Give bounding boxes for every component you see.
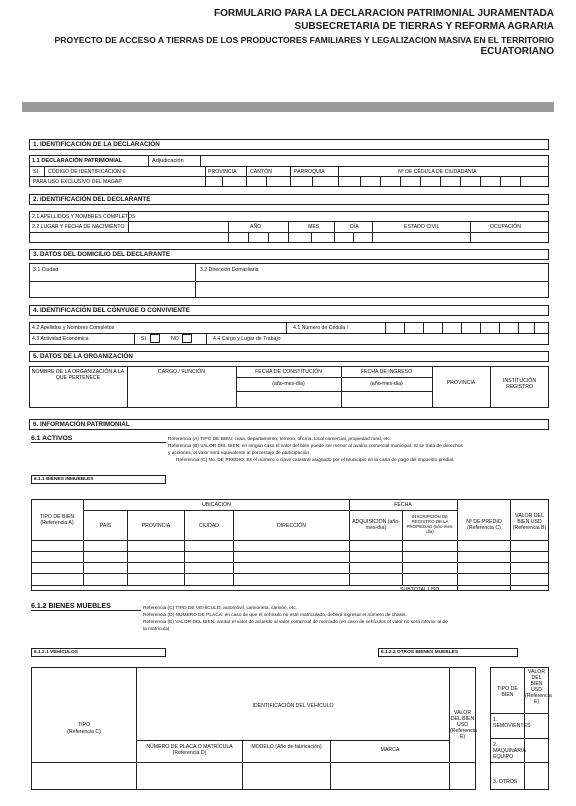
divider [490, 738, 549, 739]
dia-label: DÍA [350, 224, 359, 230]
divider [490, 762, 549, 763]
org-nombre-label: NOMBRE DE LA ORGANIZACIÓN A LA QUE PERTENECE [31, 369, 125, 381]
provincia-header: PROVINCIA [141, 523, 171, 529]
divider [334, 221, 335, 243]
section-3-title: 3. DATOS DEL DOMICILIO DEL DECLARANTE [29, 249, 549, 260]
divider [461, 322, 462, 333]
divider [286, 322, 287, 333]
divider [312, 176, 313, 187]
form-title: FORMULARIO PARA LA DECLARACION PATRIMONIAL JURAMENTADA [214, 8, 554, 19]
divider [44, 166, 45, 176]
placa-header: NÚMERO DE PLACA O MATRÍCULA (Referencia D) [146, 744, 233, 756]
si-option: SI [141, 336, 146, 342]
tipo-header: TIPO [77, 722, 91, 728]
actividad-label: 4.3 Actividad Económica [32, 336, 89, 342]
tipo-bien-header-2: TIPO DE BIEN [497, 686, 518, 698]
conyuge-apellidos-label: 4.2 Apellidos y Nombres Completos [32, 325, 115, 331]
cedula-label: Nº DE CÉDULA DE CIUDADANÍA [398, 169, 477, 175]
divider [31, 551, 549, 552]
opcion-maquinaria: 2. MAQUINARIA EQUIPO [493, 742, 526, 760]
subtotal-label: SUBTOTAL USD [400, 587, 440, 593]
divider [360, 176, 361, 187]
section-4-title: 4. IDENTIFICACIÓN DEL CÓNYUGE O CONVIVIENTE [29, 305, 549, 316]
direccion-header: DIRECCIÓN [276, 523, 307, 529]
divider [29, 166, 549, 167]
divider [457, 499, 458, 591]
divider [311, 232, 312, 243]
org-provincia-label: PROVINCIA [446, 380, 476, 386]
form-subtitle: SUBSECRETARIA DE TIERRAS Y REFORMA AGRARIA [294, 21, 554, 32]
codigo-label: CÓDIGO DE IDENTIFICACIÓN E [48, 169, 126, 175]
divider [29, 232, 549, 233]
decl-label: 1.1 DECLARACIÓN PATRIMONIAL [32, 158, 123, 164]
divider [134, 333, 135, 345]
divider [290, 166, 291, 187]
divider [31, 562, 549, 563]
marca-header: MARCA [380, 747, 400, 753]
muebles-title: 6.1.2 BIENES MUEBLES [31, 603, 141, 611]
estado-label: ESTADO CIVIL [404, 224, 440, 230]
fecha-const-label: FECHA DE CONSTITUCIÓN [255, 369, 322, 375]
ref-valor: Referencia (E) VALOR DEL BIEN: anotar el valor de acuerdo al valor comercial de mercado (en caso de vehículos el valor no será inferior al de [143, 620, 448, 625]
divider [372, 221, 373, 243]
divider [31, 540, 549, 541]
direccion-label: 3.2 Dirección Domiciliaria [200, 267, 259, 273]
divider [31, 573, 549, 574]
divider [400, 176, 401, 187]
divider [380, 176, 381, 187]
divider [128, 211, 129, 232]
tipo-ref-header: (Referencia C) [67, 729, 101, 735]
pais-header: PAÍS [99, 523, 112, 529]
valor-header: VALOR DEL BIEN USD (Referencia B) [512, 513, 547, 531]
divider [29, 221, 549, 222]
vehiculos-title: 6.1.2.1 VEHÍCULOS [31, 648, 166, 657]
ref-valor-cont: la matrícula) [143, 627, 170, 632]
org-cargo-label: CARGO / FUNCIÓN [158, 369, 205, 375]
project-title-cont: ECUATORIANO [480, 46, 554, 57]
adquisicion-header: ADQUISICIÓN (año-mes-día) [352, 519, 400, 531]
fecha-ing-label: FECHA DE INGRESO [360, 369, 413, 375]
ref-b: Referencia (B) VALOR DEL BIEN: en ningún caso el valor del bien puede ser menor al avalúo comercial municipal. Si se trata de derechos [168, 444, 463, 449]
divider [136, 667, 137, 790]
org-institucion-label: INSTITUCIÓN REGISTRO [502, 378, 537, 390]
identificacion-header: IDENTIFICACIÓN DEL VEHÍCULO [252, 703, 334, 709]
divider [518, 322, 519, 333]
modelo-header: MODELO (Año de fabricación) [251, 744, 322, 750]
divider [440, 176, 441, 187]
inscripcion-header: INSCRIPCIÓN DE REGISTRO DE LA PROPIEDAD (año-mes-día) [406, 514, 454, 534]
divider [136, 740, 449, 741]
divider [420, 176, 421, 187]
no-option: NO [171, 336, 179, 342]
divider [480, 176, 481, 187]
activos-title: 6.1 ACTIVOS [31, 435, 166, 443]
divider [148, 155, 149, 166]
fecha-header: FECHA [394, 502, 412, 508]
divider [499, 322, 500, 333]
divider [460, 176, 461, 187]
divider [246, 166, 247, 187]
ref-a: Referencia (A) TIPO DE BIEN: casa, departamento, terreno, oficina, local comercial, propiedad rural, etc. [168, 437, 392, 442]
otros-muebles-title: 6.1.2.2 OTROS BIENES MUEBLES [378, 648, 518, 657]
divider [29, 176, 549, 177]
parroquia-label: PARROQUIA [294, 169, 325, 175]
ref-b2: y acciones, el valor será equivalente al porcentaje de participación. [168, 451, 311, 456]
divider [385, 322, 386, 333]
divider [442, 322, 443, 333]
ref-c: Referencia (C) No. DE PREDIO: Es el número o clave catastral asignado por el Municipio en la carta de pago del impuesto predial. [176, 458, 455, 463]
canton-label: CANTÓN [250, 169, 272, 175]
fecha-const-fmt: (año-mes-día) [272, 381, 305, 387]
divider [338, 166, 339, 187]
divider [500, 176, 501, 187]
divider [470, 221, 471, 243]
section-5-title: 5. DATOS DE LA ORGANIZACIÓN [29, 351, 549, 362]
no-checkbox[interactable] [182, 334, 192, 343]
ref-placa: Referencia (D) NÚMERO DE PLACA: en caso de que el vehículo no esté matriculado, deberá ingresar el número de chasis. [143, 613, 407, 618]
divider [288, 221, 289, 243]
ocupacion-label: OCUPACIÓN [490, 224, 522, 230]
divider [432, 366, 433, 408]
ciudad-header: CIUDAD [199, 523, 219, 529]
divider [195, 263, 196, 298]
decl-value: Adjudicación [152, 158, 184, 164]
mes-label: MES [308, 224, 320, 230]
uso-label: PARA USO EXCLUSIVO DEL MAGAP [33, 179, 122, 185]
divider [31, 762, 476, 763]
divider [83, 510, 457, 511]
vehiculo-valor-header: VALOR DEL BIEN USD (Referencia E) [450, 710, 477, 740]
divider [236, 377, 432, 378]
divider [353, 232, 354, 243]
divider [31, 585, 549, 586]
inmuebles-table [31, 499, 549, 591]
apellidos-label: 2.1 APELLIDOS Y NOMBRES COMPLETOS [32, 214, 136, 220]
divider [266, 176, 267, 187]
divider [206, 333, 207, 345]
divider [200, 155, 201, 166]
si-checkbox[interactable] [150, 334, 160, 343]
divider [480, 322, 481, 333]
divider [268, 232, 269, 243]
valor-bien-header-2: VALOR DEL BIEN USD (Referencia E) [525, 669, 552, 705]
divider [205, 166, 206, 187]
conyuge-cedula-label: 4.1 Número de Cédula / [293, 325, 349, 331]
section-2-title: 2. IDENTIFICACIÓN DEL DECLARANTE [29, 194, 549, 205]
divider [248, 232, 249, 243]
divider [236, 391, 432, 392]
divider [29, 333, 549, 334]
provincia-label: PROVINCIA [208, 169, 237, 175]
header-band [22, 102, 554, 112]
divider [423, 322, 424, 333]
anio-label: AÑO [250, 224, 262, 230]
predio-header: Nº DE PREDIO (Referencia C) [466, 519, 502, 531]
cargo-label: 4.4 Cargo y Lugar de Trabajo [213, 336, 281, 342]
divider [534, 322, 535, 333]
project-title: PROYECTO DE ACCESO A TIERRAS DE LOS PRODUCTORES FAMILIARES Y LEGALIZACION MASIVA EN EL TERRITORIO [54, 35, 554, 45]
section-1-title: 1. IDENTIFICACIÓN DE LA DECLARACIÓN [29, 139, 549, 150]
divider [29, 281, 549, 282]
ref-tipo-vehiculo: Referencia (C) TIPO DE VEHÍCULO: automóvil, camioneta, camión, etc. [143, 606, 297, 611]
si-label: SI [33, 169, 38, 175]
opcion-semovientes: 1. SEMOVIENTES [493, 717, 531, 729]
ciudad-label: 3.1 Ciudad [33, 267, 59, 273]
lugar-label: 2.2 LUGAR Y FECHA DE NACIMIENTO [32, 224, 125, 230]
divider [404, 322, 405, 333]
divider [228, 221, 229, 243]
opcion-otros: 3. OTROS [493, 779, 518, 785]
divider [222, 176, 223, 187]
section-6-title: 6. INFORMACIÓN PATRIMONIAL [29, 419, 549, 430]
inmuebles-title: 6.1.1 BIENES INMUEBLES [31, 475, 166, 484]
divider [520, 176, 521, 187]
divider [490, 713, 549, 714]
ubicacion-header: UBICACIÓN [202, 502, 231, 508]
fecha-ing-fmt: (año-mes-día) [370, 381, 403, 387]
tipo-bien-header: TIPO DE BIEN (Referencia A) [39, 514, 75, 526]
